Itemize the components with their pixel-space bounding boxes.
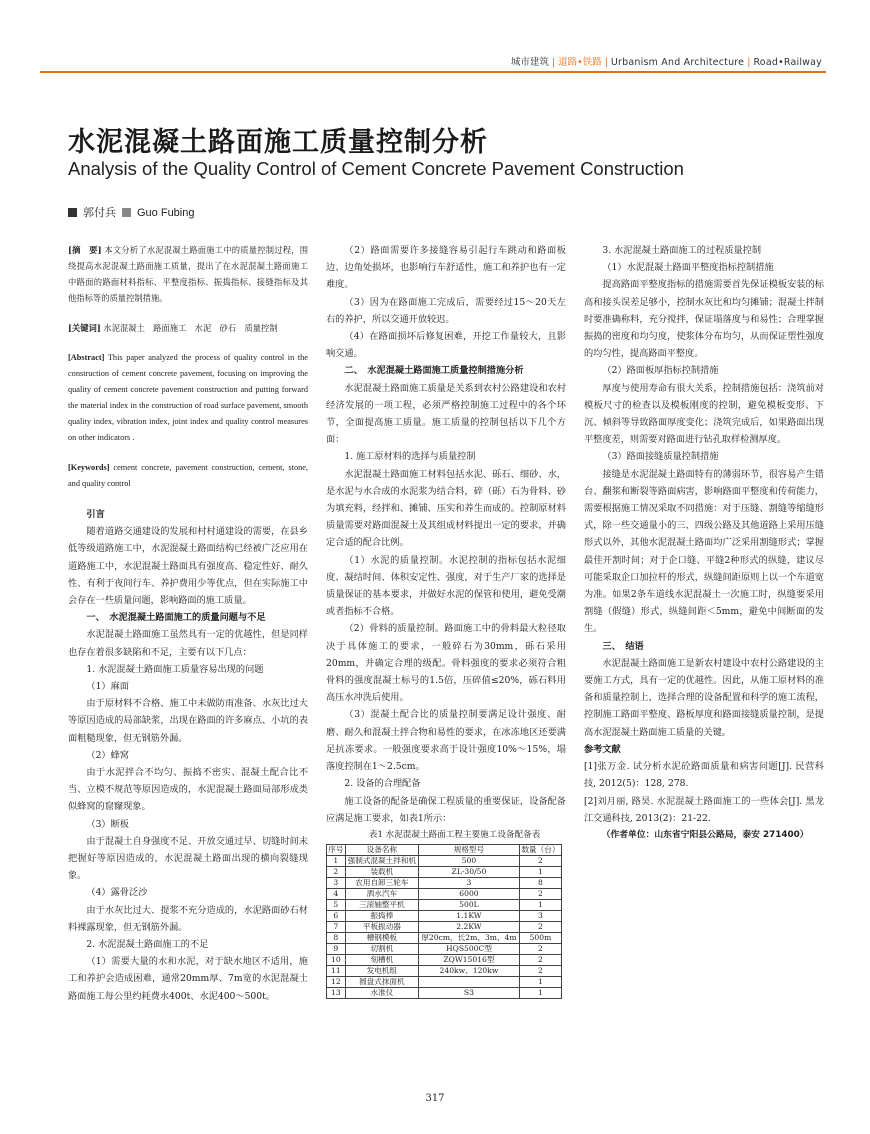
- table-cell: 6: [327, 911, 346, 922]
- table-row: [327, 911, 562, 922]
- equipment-table: [326, 844, 562, 999]
- table-cell: 厚20cm，长2m、3m、4m: [419, 933, 520, 944]
- square-bullet-icon: [122, 208, 131, 217]
- table-cell: 3: [519, 911, 561, 922]
- table-cell: 圆盘式抹面机: [345, 977, 418, 988]
- paragraph: （2）路面需要许多接缝容易引起行车跳动和路面板边、边角处损坏，也影响行车舒适性，施工和养护也有一定难度。: [326, 245, 566, 291]
- table-cell: S3: [419, 988, 520, 999]
- table-cell: 12: [327, 977, 346, 988]
- paragraph: 厚度与使用寿命有很大关系，控制措施包括：浇筑前对模板尺寸的检查以及模板刚度的控制，避免模板变形、下沉、倾斜等导致路面厚度变化；浇筑完成后，如果路面出现平整度差，则需要对路面进行钻孔取样检测厚度。: [584, 382, 824, 446]
- abstract-en-label: [Abstract]: [68, 353, 105, 362]
- table-cell: 8: [327, 933, 346, 944]
- abstract-en: This paper analyzed the process of quality control in the construction of cement concrete pavement, focusing on improving the quality of cement concrete pavement construction and putting forward the material index in the construction of road surface pavement, smooth quality index, vibration index, joint index and quality control measures on other indicators .: [68, 353, 308, 442]
- table-cell: 5: [327, 900, 346, 911]
- table-row: [327, 867, 562, 878]
- author-line: [68, 204, 194, 220]
- paragraph: 由于原材料不合格、施工中未做防雨准备、水灰比过大等原因造成的局部缺浆，出现在路面的许多麻点、小坑的表面粗糙现象，但无钢筋外漏。: [68, 698, 308, 744]
- table-cell: 240kw、120kw: [419, 966, 520, 977]
- item-heading: （3）断板: [86, 818, 129, 830]
- table-cell: 2: [519, 922, 561, 933]
- paragraph: （3）因为在路面施工完成后，需要经过15～20天左右的养护，所以交通开放较迟。: [326, 296, 566, 325]
- title-english: Analysis of the Quality Control of Cement Concrete Pavement Construction: [68, 158, 684, 179]
- table-cell: 三滚轴整平机: [345, 900, 418, 911]
- running-header: 城市建筑 | 道路•铁路 | Urbanism And Architecture | Road•Railway: [510, 57, 822, 68]
- table-row: [327, 878, 562, 889]
- table-cell: 8: [519, 878, 561, 889]
- table-cell: 发电机组: [345, 966, 418, 977]
- table-caption: 表1 水泥混凝土路面工程主要施工设备配备表: [368, 829, 541, 840]
- paragraph: （4）在路面损坏后修复困难，开挖工作量较大，且影响交通。: [326, 331, 566, 360]
- section-heading: 引言: [86, 509, 105, 520]
- subsection-heading: 3. 水泥混凝土路面施工的过程质量控制: [602, 245, 762, 256]
- table-header-cell: 序号: [328, 845, 344, 855]
- table-header-cell: 设备名称: [345, 845, 418, 856]
- paragraph: 水泥混凝土路面施工质量是关系到农村公路建设和农村经济发展的一项工程，必须严格控制施工过程中的各个环节，全面提高施工质量。施工质量的控制包括以下几个方面：: [326, 382, 566, 446]
- table-cell: 洒水汽车: [345, 889, 418, 900]
- table-cell: 2: [519, 856, 561, 867]
- header-category: 城市建筑: [510, 57, 549, 68]
- column-2: [326, 242, 566, 999]
- author-en: Guo Fubing: [137, 207, 195, 219]
- section-heading: 二、 水泥混凝土路面施工质量控制措施分析: [344, 365, 524, 377]
- item-heading: （4）露骨泛沙: [86, 887, 148, 899]
- paragraph: （3）混凝土配合比的质量控制要满足设计强度、耐磨、耐久和混凝土拌合物和易性的要求，在冰冻地区还要满足抗冻要求。一般强度要求高于设计强度10%～15%，塌落度控制在1～2.5cm。: [326, 709, 566, 773]
- header-en-category: Urbanism And Architecture: [610, 57, 745, 68]
- table-row: [327, 955, 562, 966]
- table-row: [327, 944, 562, 955]
- table-cell: ZQW15016型: [419, 955, 520, 966]
- table-cell: 水准仪: [345, 988, 418, 999]
- author-affiliation: （作者单位：山东省宁阳县公路局，泰安 271400）: [601, 829, 809, 840]
- title-chinese: 水泥混凝土路面施工质量控制分析: [68, 127, 488, 158]
- table-cell: 1: [519, 977, 561, 988]
- table-row: [327, 922, 562, 933]
- paragraph: （1）需要大量的水和水泥，对于缺水地区不适用，施工和养护会造成困难，通常20mm厚、7m宽的水泥混凝土路面施工每公里约耗费水400t、水泥400～500t。: [68, 956, 308, 1002]
- subsection-heading: 1. 水泥混凝土路面施工质量容易出现的问题: [86, 663, 264, 675]
- table-cell: 13: [327, 988, 346, 999]
- table-row: [327, 900, 562, 911]
- table-header-cell: 数量（台）: [519, 845, 561, 856]
- table-cell: 2: [519, 966, 561, 977]
- table-cell: 强制式混凝土拌和机: [345, 856, 418, 867]
- table-cell: 500: [419, 856, 520, 867]
- item-heading: （1）麻面: [86, 681, 129, 693]
- column-1: [68, 242, 308, 1005]
- table-cell: 7: [327, 922, 346, 933]
- table-cell: 500L: [419, 900, 520, 911]
- author-cn: 郭付兵: [83, 206, 116, 219]
- table-cell: 装载机: [345, 867, 418, 878]
- paragraph: 接缝是水泥混凝土路面特有的薄弱环节，很容易产生错台、翻浆和断裂等路面病害，影响路面平整度和传荷能力，需要根据施工情况采取不同措施：对于压缝、割缝等缩缝形式，除一些交通量小的三、四级公路及其他道路上采用压缝形式以外，其他水泥混凝土路面均广泛采用割缝形式；掌握最佳开割时间；对于企口缝、平缝2种形式的纵缝，建议尽可能采取企口加拉杆的形式，纵缝间距原则上以一个车道宽为准。如果2条车道线水泥混凝土一次施工时，纵缝要采用割缝（假缝）形式，纵缝间距＜5mm，避免中间断面的发生。: [584, 468, 824, 635]
- table-cell: 农用自卸三轮车: [345, 878, 418, 889]
- subsection-heading: 2. 水泥混凝土路面施工的不足: [86, 939, 209, 951]
- item-heading: （1）水泥混凝土路面平整度指标控制措施: [602, 262, 774, 274]
- table-cell: 1: [519, 900, 561, 911]
- reference-item: [1]张万金. 试分析水泥砼路面质量和病害问题[J]. 民营科技, 2012(5)：128, 278.: [584, 761, 824, 790]
- paragraph: （1）水泥的质量控制。水泥控制的指标包括水泥细度、凝结时间、体积安定性、强度，对于生产厂家的选择是质量保证的基本要求，并做好水泥的保管和使用，避免受潮或者指标不合格。: [326, 554, 566, 618]
- square-bullet-icon: [68, 208, 77, 217]
- paragraph: 随着道路交通建设的发展和村村通建设的需要，在县乡低等级道路施工中，水泥混凝土路面结构已经被广泛应用在道路施工中，水泥混凝土路面具有强度高、稳定性好、耐久性、有利于夜间行车、养护费用少等优点，但在实际施工中会存在一些质量问题，影响路面的施工质量。: [68, 526, 308, 607]
- item-heading: （2）路面板厚指标控制措施: [602, 365, 719, 377]
- keywords-en-label: [Keywords]: [68, 463, 110, 472]
- table-cell: 1: [519, 988, 561, 999]
- table-row: [327, 977, 562, 988]
- table-cell: 1: [519, 867, 561, 878]
- table-cell: 11: [327, 966, 346, 977]
- table-cell: 3: [419, 878, 520, 889]
- paragraph: 提高路面平整度指标的措施需要首先保证模板安装的标高和接头误差足够小，控制水灰比和均匀摊铺；混凝土拌制时要准确称料，充分搅拌，保证塌落度与和易性；合理掌握振捣的密度和均匀度，使浆体分布均匀，从而保证塑性强度的均匀性，提高路面平整度。: [584, 279, 824, 360]
- abstract-cn: 本文分析了水泥混凝土路面施工中的质量控制过程，围绕提高水泥混凝土路面施工质量，提出了在水泥混凝土路面施工中路面的路面材料指标、平整度指标、振捣指标、接缝指标及其他指标等的质量控制措施。: [68, 245, 308, 303]
- subsection-heading: 1. 施工原材料的选择与质量控制: [344, 451, 476, 463]
- table-cell: ZL-30/50: [419, 867, 520, 878]
- table-cell: 1: [327, 856, 346, 867]
- subsection-heading: 2. 设备的合理配备: [344, 778, 421, 790]
- table-cell: 1.1KW: [419, 911, 520, 922]
- table-cell: 2: [327, 867, 346, 878]
- table-row: [327, 988, 562, 999]
- section-heading: 一、 水泥混凝土路面施工的质量问题与不足: [86, 612, 266, 624]
- page-number: 317: [425, 1093, 445, 1104]
- paragraph: 水泥混凝土路面施工是新农村建设中农村公路建设的主要施工方式，具有一定的优越性。因此，从施工原材料的准备和质量控制上，选择合理的设备配置和科学的施工流程，控制施工路面平整度、路板厚度和路面接缝质量控制，是提高水泥混凝土路面施工质量的关键。: [584, 657, 824, 738]
- abstract-label: [摘 要]: [68, 245, 102, 255]
- keywords-cn: 水泥混凝土 路面施工 水泥 砂石 质量控制: [103, 323, 278, 333]
- table-cell: 2: [519, 955, 561, 966]
- table-row: [327, 966, 562, 977]
- references-list: [584, 758, 824, 827]
- table-cell: 2.2KW: [419, 922, 520, 933]
- paragraph: 水泥混凝土路面施工虽然具有一定的优越性，但是同样也存在着很多缺陷和不足，主要有以下几点：: [68, 629, 308, 658]
- paragraph: 由于水泥拌合不均匀、振捣不密实、混凝土配合比不当、立模不规范等原因造成的，水泥混凝土路面局部形成类似蜂窝的窟窿现象。: [68, 767, 308, 813]
- table-header-row: [327, 845, 562, 856]
- table-row: [327, 933, 562, 944]
- paragraph: 由于水灰比过大、提浆不充分造成的，水泥路面砂石材料裸露现象，但无钢筋外漏。: [68, 904, 308, 933]
- item-heading: （3）路面接缝质量控制措施: [602, 451, 719, 463]
- abstract-block: [68, 242, 308, 492]
- table-row: [327, 889, 562, 900]
- reference-item: [2]刘月丽, 路昊. 水泥混凝土路面施工的一些体会[J]. 黑龙江交通科技, 2013(2)：21-22.: [584, 795, 824, 824]
- table-cell: 500m: [519, 933, 561, 944]
- table-cell: 槽钢模板: [345, 933, 418, 944]
- table-cell: 振捣棒: [345, 911, 418, 922]
- item-heading: （2）蜂窝: [86, 749, 129, 761]
- paragraph: 水泥混凝土路面施工材料包括水泥、砾石、细砂、水，是水泥与水合成的水泥浆为结合料，碎（砾）石为骨料、砂为填充料，经拌和、摊铺、压实和养生而成的。控制原材料质量需要对路面混凝土及其组成材料提出一定的要求，并确定合适的配合比例。: [326, 468, 566, 549]
- references-heading: 参考文献: [584, 743, 621, 755]
- keywords-label: [关键词]: [68, 323, 101, 333]
- paragraph: 施工设备的配备是确保工程质量的重要保证，设备配备应满足施工要求，如表1所示：: [326, 795, 566, 824]
- table-cell: HQS500C型: [419, 944, 520, 955]
- table-header-cell: 规格型号: [419, 845, 520, 856]
- table-cell: 10: [327, 955, 346, 966]
- header-en-subcategory: Road•Railway: [753, 57, 822, 68]
- table-cell: 2: [519, 944, 561, 955]
- table-cell: 4: [327, 889, 346, 900]
- header-rule: [40, 71, 826, 73]
- section-heading: 三、 结语: [602, 640, 644, 652]
- header-subcategory: 道路•铁路: [558, 57, 602, 68]
- column-3: [584, 242, 824, 844]
- table-cell: 切割机: [345, 944, 418, 955]
- keywords-en: cement concrete, pavement construction, cement, stone, and quality control: [68, 463, 308, 488]
- table-cell: 9: [327, 944, 346, 955]
- table-cell: 3: [327, 878, 346, 889]
- paragraph: 由于混凝土自身强度不足、开放交通过早、切缝时间未把握好等原因造成的，水泥混凝土路面出现的横向裂缝现象。: [68, 835, 308, 882]
- table-row: [327, 856, 562, 867]
- table-cell: 刻槽机: [345, 955, 418, 966]
- table-cell: 2: [519, 889, 561, 900]
- table-cell: [419, 977, 520, 988]
- table-cell: 6000: [419, 889, 520, 900]
- table-cell: 平板振动器: [345, 922, 418, 933]
- paragraph: （2）骨料的质量控制。路面施工中的骨料最大粒径取决于具体施工的要求，一般碎石为30mm，砾石采用20mm，并确定合理的级配。骨料强度的要求必须符合粗骨料的强度混凝土标号的1.5倍，压碎值≤20%，砾石料用高压水冲洗后使用。: [326, 623, 566, 704]
